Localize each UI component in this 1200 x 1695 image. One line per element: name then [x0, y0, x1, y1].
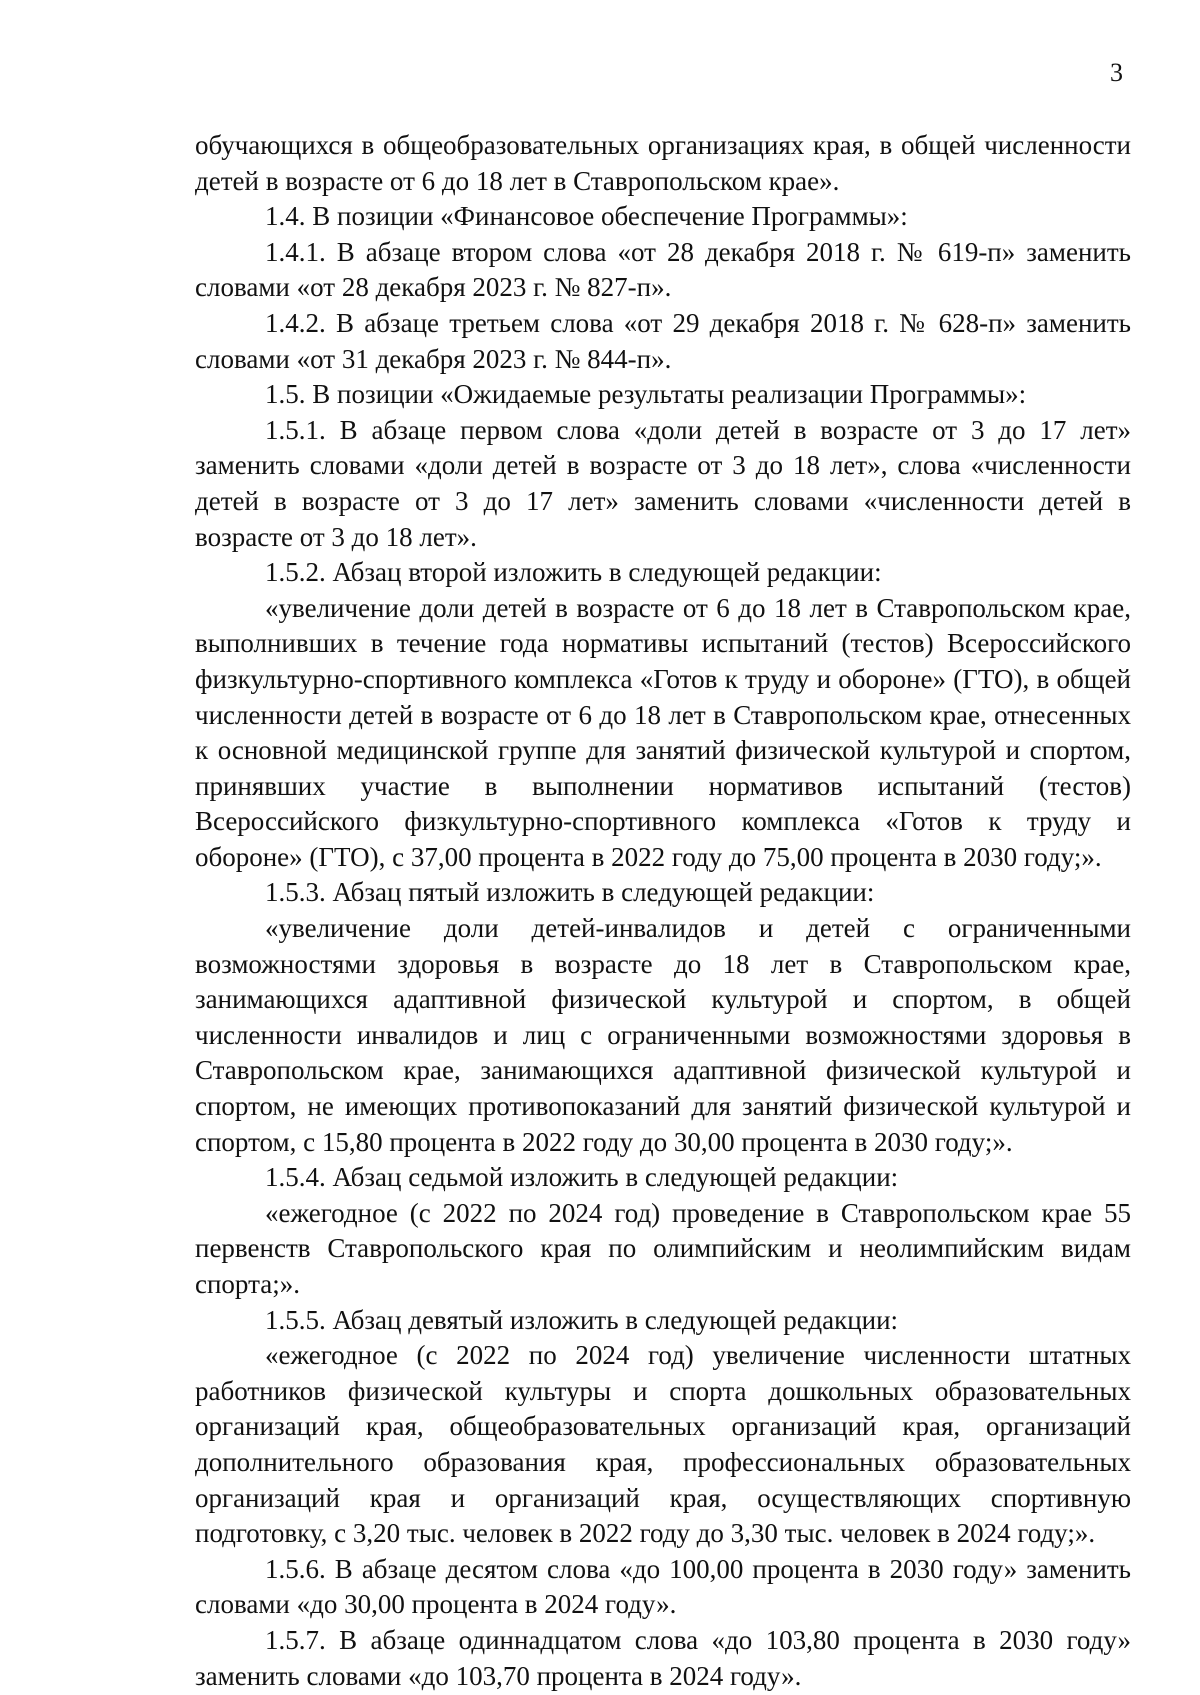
paragraph-10: «увеличение доли детей-инвалидов и детей с ограниченными возможностями здоровья в возрасте до 18 лет в Ставропольском крае, занимающихся адаптивной физической культурой и спортом, в общей численности инвалидов и лиц с ограниченными возможностями здоровья в Ставропольском крае, занимающихся адаптивной физической культурой и спортом, не имеющих противопоказаний для занятий физической культурой и спортом, с 15,80 процента в 2022 году до 30,00 процента в 2030 году;».: [195, 913, 1131, 1157]
document-body: [195, 128, 1131, 1694]
paragraph-13: 1.5.5. Абзац девятый изложить в следующей редакции:: [265, 1304, 899, 1335]
paragraph-14: «ежегодное (с 2022 по 2024 год) увеличение численности штатных работников физической культуры и спорта дошкольных образовательных организаций края, общеобразовательных организаций края, организаций дополнительного образования края, профессиональных образовательных организаций края и организаций края, осуществляющих спортивную подготовку, с 3,20 тыс. человек в 2022 году до 3,30 тыс. человек в 2024 году;».: [195, 1340, 1131, 1549]
paragraph-12: «ежегодное (с 2022 по 2024 год) проведение в Ставропольском крае 55 первенств Ставропольского края по олимпийским и неолимпийским видам спорта;».: [195, 1197, 1131, 1299]
paragraph-11: 1.5.4. Абзац седьмой изложить в следующей редакции:: [265, 1162, 899, 1193]
paragraph-3: 1.4.1. В абзаце втором слова «от 28 декабря 2018 г. № 619-п» заменить словами «от 28 декабря 2023 г. № 827-п».: [195, 236, 1131, 303]
paragraph-1: обучающихся в общеобразовательных организациях края, в общей численности детей в возрасте от 6 до 18 лет в Ставропольском крае».: [195, 130, 1131, 196]
paragraph-8: «увеличение доли детей в возрасте от 6 до 18 лет в Ставропольском крае, выполнивших в течение года нормативы испытаний (тестов) Всероссийского физкультурно-спортивного комплекса «Готов к труду и обороне» (ГТО), в общей численности детей в возрасте от 6 до 18 лет в Ставропольском крае, отнесенных к основной медицинской группе для занятий физической культурой и спортом, принявших участие в выполнении нормативов испытаний (тестов) Всероссийского физкультурно-спортивного комплекса «Готов к труду и обороне» (ГТО), с 37,00 процента в 2022 году до 75,00 процента в 2030 году;».: [195, 592, 1131, 872]
paragraph-4: 1.4.2. В абзаце третьем слова «от 29 декабря 2018 г. № 628-п» заменить словами «от 31 декабря 2023 г. № 844-п».: [195, 307, 1131, 374]
paragraph-5: 1.5. В позиции «Ожидаемые результаты реализации Программы»:: [265, 379, 1027, 410]
paragraph-6: 1.5.1. В абзаце первом слова «доли детей в возрасте от 3 до 17 лет» заменить словами «доли детей в возрасте от 3 до 18 лет», слова «численности детей в возрасте от 3 до 17 лет» заменить словами «численности детей в возрасте от 3 до 18 лет».: [195, 414, 1131, 552]
page-number: 3: [1110, 58, 1123, 87]
paragraph-2: 1.4. В позиции «Финансовое обеспечение Программы»:: [265, 201, 908, 232]
paragraph-7: 1.5.2. Абзац второй изложить в следующей редакции:: [265, 557, 882, 588]
paragraph-15: 1.5.6. В абзаце десятом слова «до 100,00 процента в 2030 году» заменить словами «до 30,00 процента в 2024 году».: [195, 1553, 1131, 1620]
paragraph-16: 1.5.7. В абзаце одиннадцатом слова «до 103,80 процента в 2030 году» заменить словами «до 103,70 процента в 2024 году».: [195, 1624, 1131, 1691]
paragraph-9: 1.5.3. Абзац пятый изложить в следующей редакции:: [265, 877, 875, 908]
